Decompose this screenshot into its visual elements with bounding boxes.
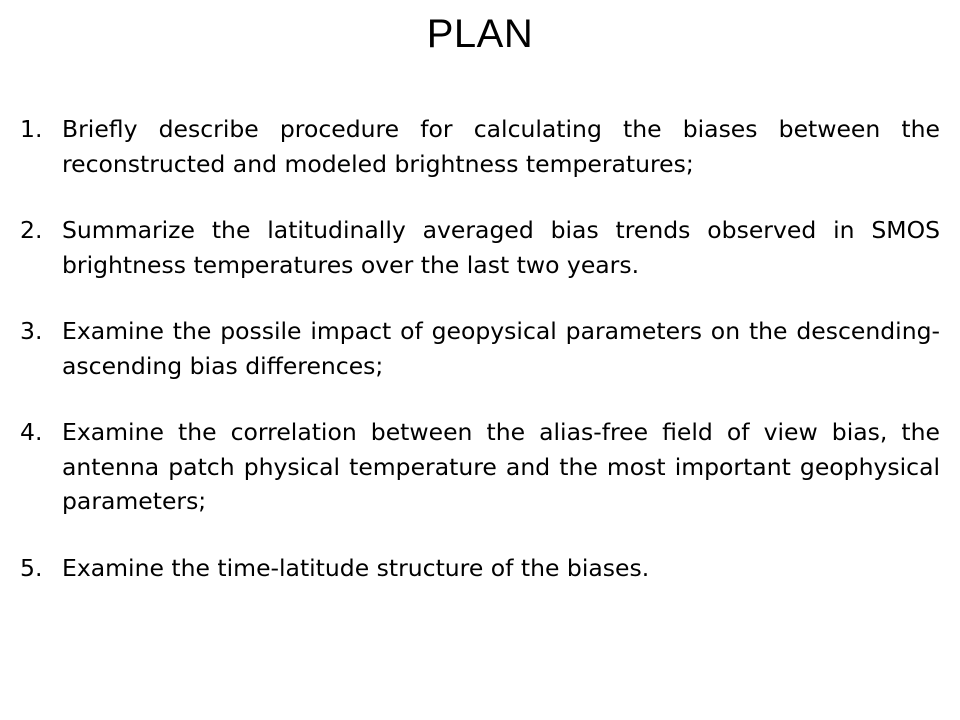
plan-item-number: 4. <box>20 418 43 446</box>
plan-item-5 <box>20 551 940 586</box>
plan-item-number: 3. <box>20 317 43 345</box>
plan-item-4 <box>20 415 940 519</box>
plan-item-text: Examine the possile impact of geopysical parameters on the descending-ascending bias differences; <box>62 317 940 380</box>
slide-title: PLAN <box>426 12 534 56</box>
plan-item-text: Examine the time-latitude structure of the biases. <box>62 553 650 582</box>
plan-item-text: Examine the correlation between the alias-free field of view bias, the antenna patch physical temperature and the most important geophysical parameters; <box>62 418 940 515</box>
plan-list <box>20 112 940 585</box>
plan-item-text: Briefly describe procedure for calculating the biases between the reconstructed and modeled brightness temperatures; <box>62 115 940 178</box>
plan-item-2 <box>20 213 940 282</box>
plan-item-number: 2. <box>20 216 43 244</box>
plan-item-3 <box>20 314 940 383</box>
plan-item-text: Summarize the latitudinally averaged bias trends observed in SMOS brightness temperatures over the last two years. <box>62 216 940 279</box>
plan-item-1 <box>20 112 940 181</box>
plan-item-number: 1. <box>20 115 43 143</box>
plan-item-number: 5. <box>20 553 43 582</box>
